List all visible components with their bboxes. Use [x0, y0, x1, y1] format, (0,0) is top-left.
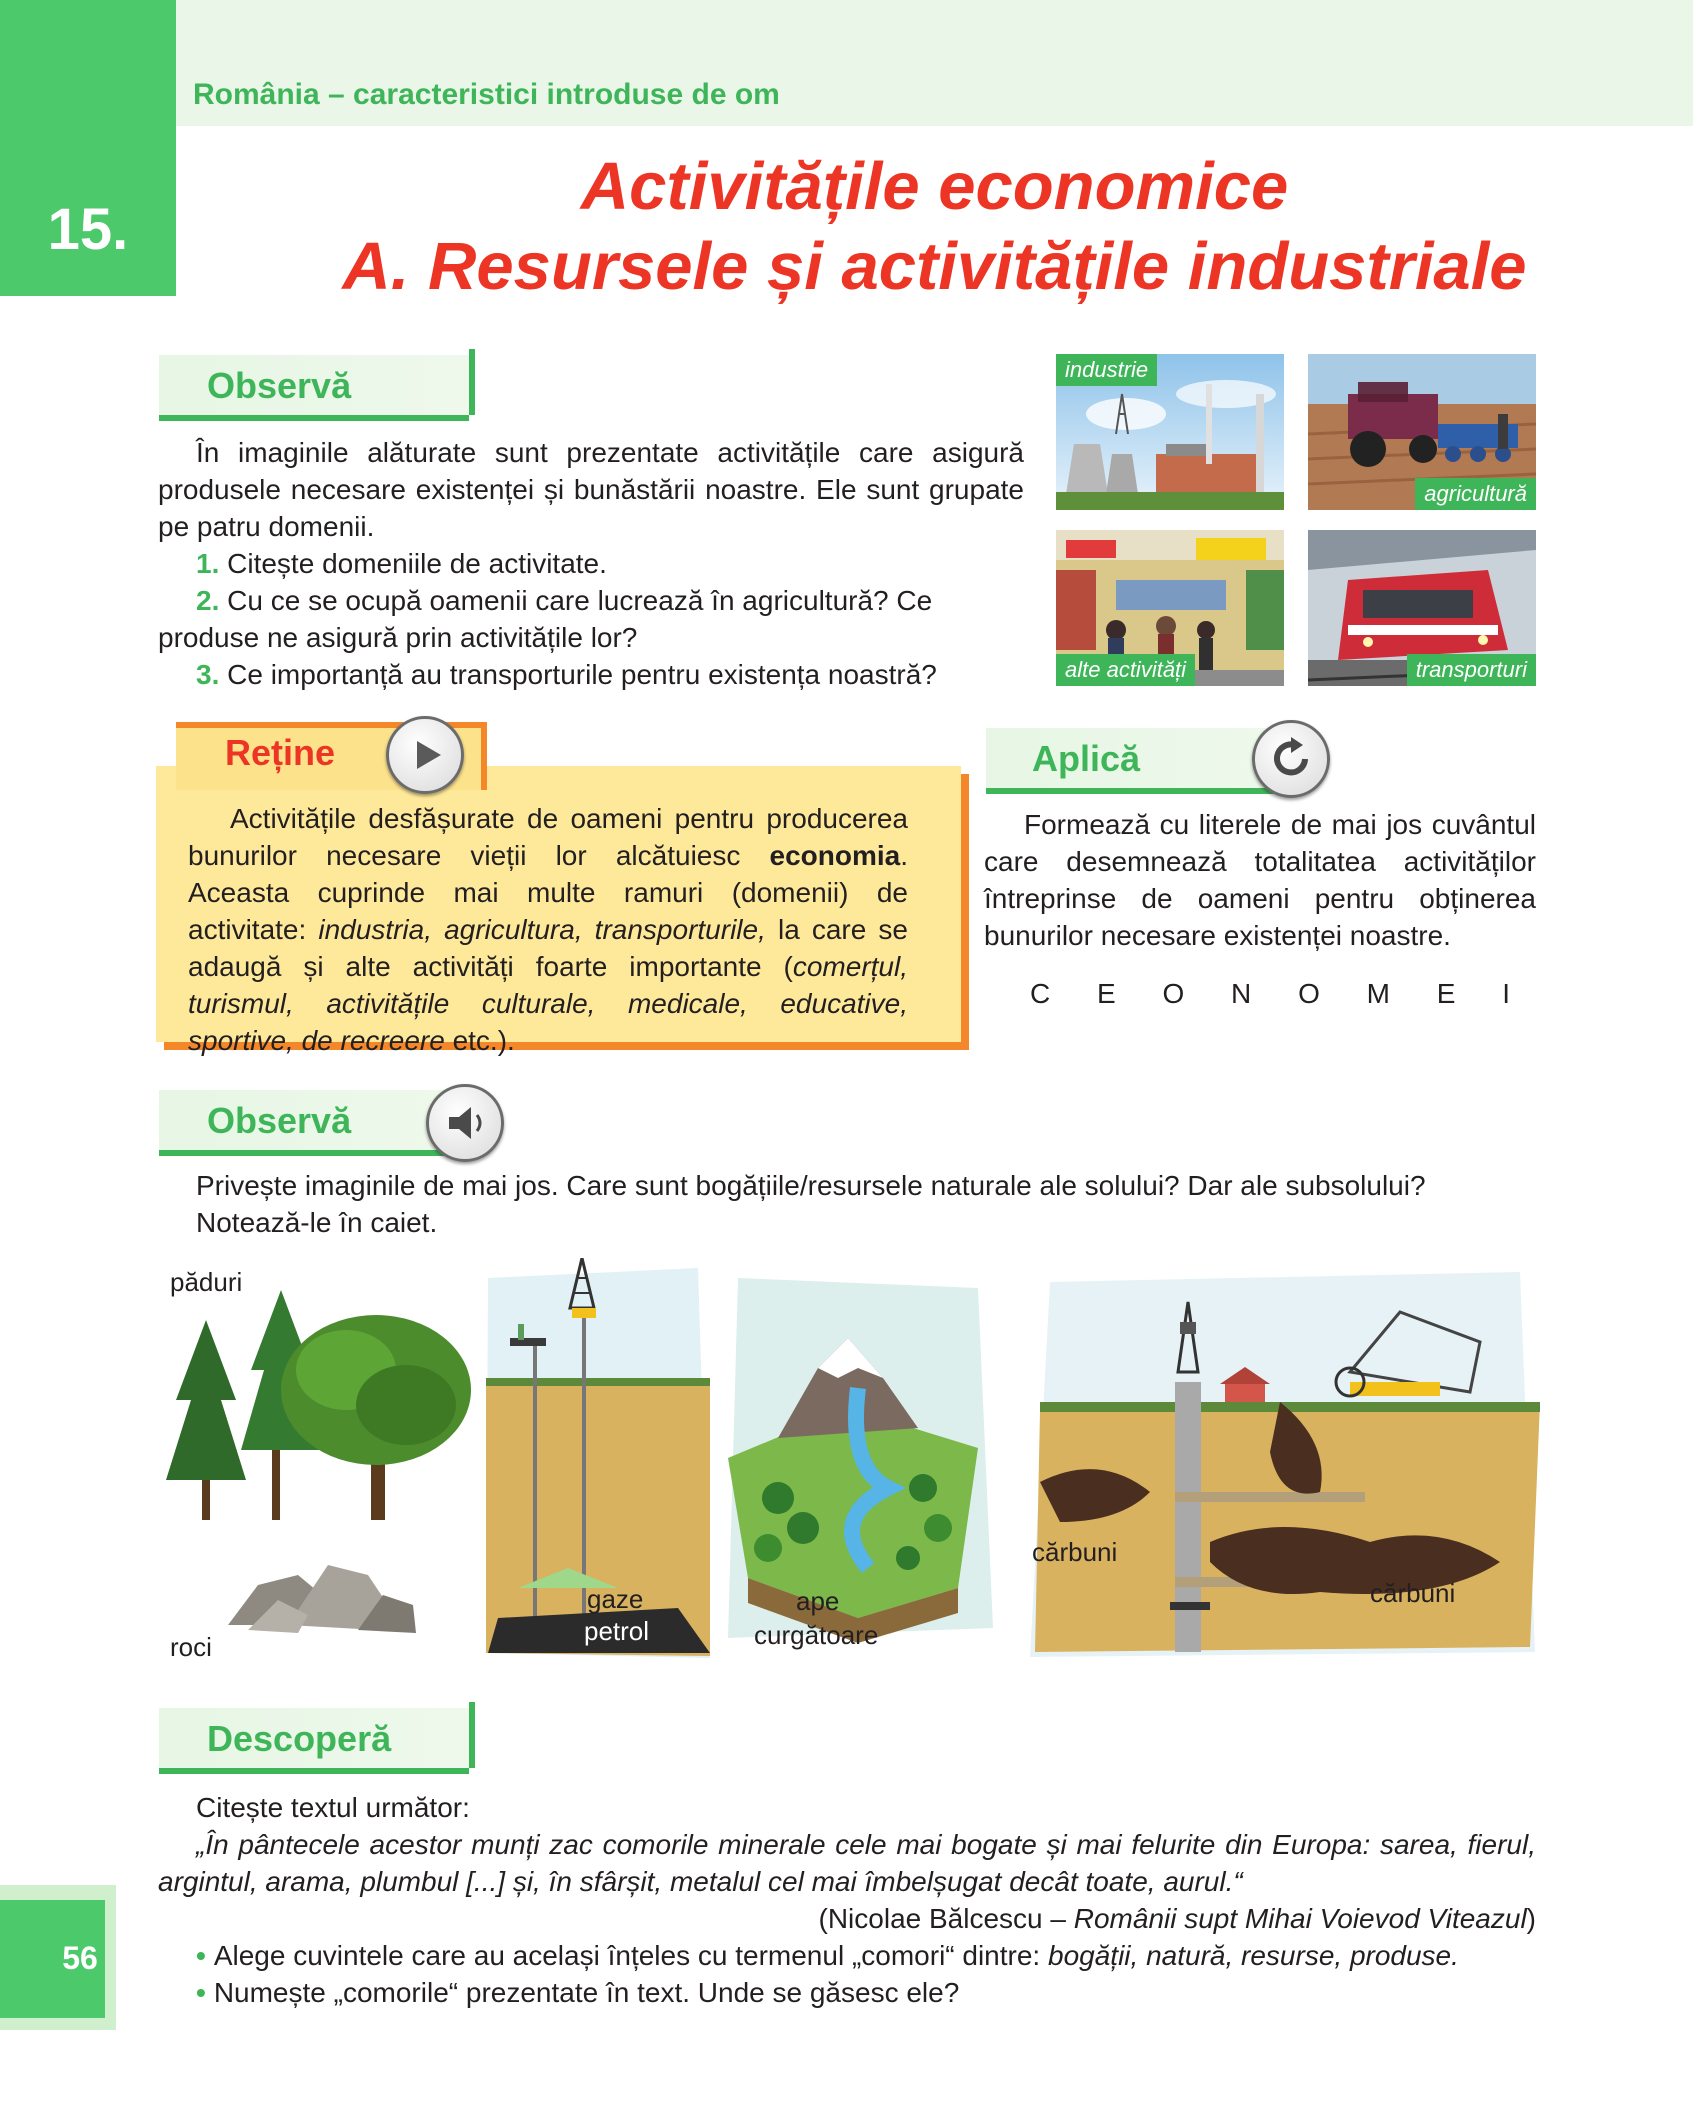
label-ape: ape: [796, 1586, 840, 1616]
photo-transporturi: [1308, 530, 1536, 686]
question-1: 1. Citește domeniile de activitate.: [196, 548, 607, 579]
observa-2-text: Privește imaginile de mai jos. Care sunt bogățiile/resursele naturale ale solului? Dar ale subsolului? Notează-le în caiet.: [196, 1170, 1426, 1238]
chapter-number: 15.: [47, 197, 129, 262]
play-button[interactable]: [386, 716, 464, 794]
photo-agricultura: [1308, 354, 1536, 510]
photo-label: industrie: [1056, 354, 1157, 386]
audio-button[interactable]: [426, 1084, 504, 1162]
section-header-observa-2: [159, 1090, 459, 1156]
section-label: Descoperă: [207, 1718, 392, 1759]
label-carbuni-2: cărbuni: [1370, 1578, 1456, 1608]
page-number: 56: [62, 1940, 98, 1976]
bullet-2: • Numește „comorile“ prezentate în text. Unde se găsesc ele?: [196, 1977, 960, 2008]
retine-text: Activitățile desfășurate de oameni pentru producerea bunurilor necesare vieții lor alcătuiesc economia. Aceasta cuprinde mai multe ramuri (domenii) de activitate: industria, agricultura, transporturile, la care se adaugă și alte activități foarte importante (comerțul, turismul, activitățile culturale, medicale, educative, sportive, de recreere etc.).: [188, 803, 908, 1056]
section-header-aplica: [986, 728, 1286, 794]
label-curgatoare: curgătoare: [754, 1620, 879, 1650]
section-header-descopera: [159, 1708, 469, 1774]
section-header-observa: [159, 355, 469, 421]
replay-button[interactable]: [1252, 720, 1330, 798]
letter-row: [1030, 978, 1510, 1010]
label-paduri: păduri: [170, 1267, 243, 1297]
photo-label: alte activități: [1056, 654, 1195, 686]
label-petrol: petrol: [584, 1616, 650, 1646]
letter[interactable]: O: [1162, 978, 1185, 1009]
label-carbuni-1: cărbuni: [1032, 1537, 1118, 1567]
letter[interactable]: M: [1366, 978, 1390, 1009]
photo-alte-activitati: [1056, 530, 1284, 686]
descopera-intro: Citește textul următor:: [196, 1792, 470, 1823]
letter[interactable]: O: [1298, 978, 1320, 1009]
page-title: Activitățile economice: [580, 149, 1289, 224]
section-label: Observă: [207, 365, 352, 406]
observa-intro: În imaginile alăturate sunt prezentate activitățile care asigură produsele necesare existenței și bunăstării noastre. Ele sunt grupate pe patru domenii.: [158, 437, 1024, 542]
photo-label: transporturi: [1407, 654, 1536, 686]
letter[interactable]: E: [1436, 978, 1456, 1009]
bullet-1: • Alege cuvintele care au același înțeles cu termenul „comori“ dintre: bogății, natură, resurse, produse.: [196, 1940, 1459, 1971]
letter[interactable]: I: [1502, 978, 1510, 1009]
descopera-quote: „În pântecele acestor munți zac comorile minerale cele mai bogate și mai felurite din Europa: sarea, fierul, argintul, arama, plumbul [...] și, în sfârșit, metalul cel mai îmbelșugat decât toate, aurul.“: [158, 1829, 1536, 1897]
section-label: Observă: [207, 1100, 352, 1141]
forest-illustration: [156, 1280, 476, 1530]
photo-industrie: [1056, 354, 1284, 510]
speaker-icon: [429, 1087, 501, 1159]
water-mountain-illustration: [708, 1268, 998, 1648]
letter[interactable]: E: [1097, 978, 1116, 1009]
quote-source: (Nicolae Bălcescu – Românii supt Mihai Voievod Viteazul): [818, 1903, 1536, 1934]
play-icon: [389, 719, 461, 791]
label-gaze: gaze: [587, 1584, 644, 1614]
question-3: 3. Ce importanță au transporturile pentru existența noastră?: [196, 659, 937, 690]
page-subtitle: A. Resursele și activitățile industriale: [342, 229, 1527, 304]
aplica-text: Formează cu literele de mai jos cuvântul care desemnează totalitatea activităților întreprinse de oameni pentru obținerea bunurilor necesare existenței noastre.: [984, 809, 1536, 951]
section-label: Aplică: [1032, 738, 1141, 779]
photo-label: agricultură: [1415, 478, 1536, 510]
coal-mine-illustration: [1020, 1262, 1540, 1662]
question-2: 2. Cu ce se ocupă oamenii care lucrează în agricultură? Ce produse ne asigură prin activitățile lor?: [158, 585, 933, 653]
letter[interactable]: N: [1231, 978, 1252, 1009]
letter[interactable]: C: [1030, 978, 1051, 1009]
rocks-illustration: [218, 1545, 418, 1635]
refresh-icon: [1255, 723, 1327, 795]
label-roci: roci: [170, 1632, 212, 1662]
section-label-retine: Reține: [225, 732, 336, 773]
unit-title: România – caracteristici introduse de om: [193, 78, 780, 111]
